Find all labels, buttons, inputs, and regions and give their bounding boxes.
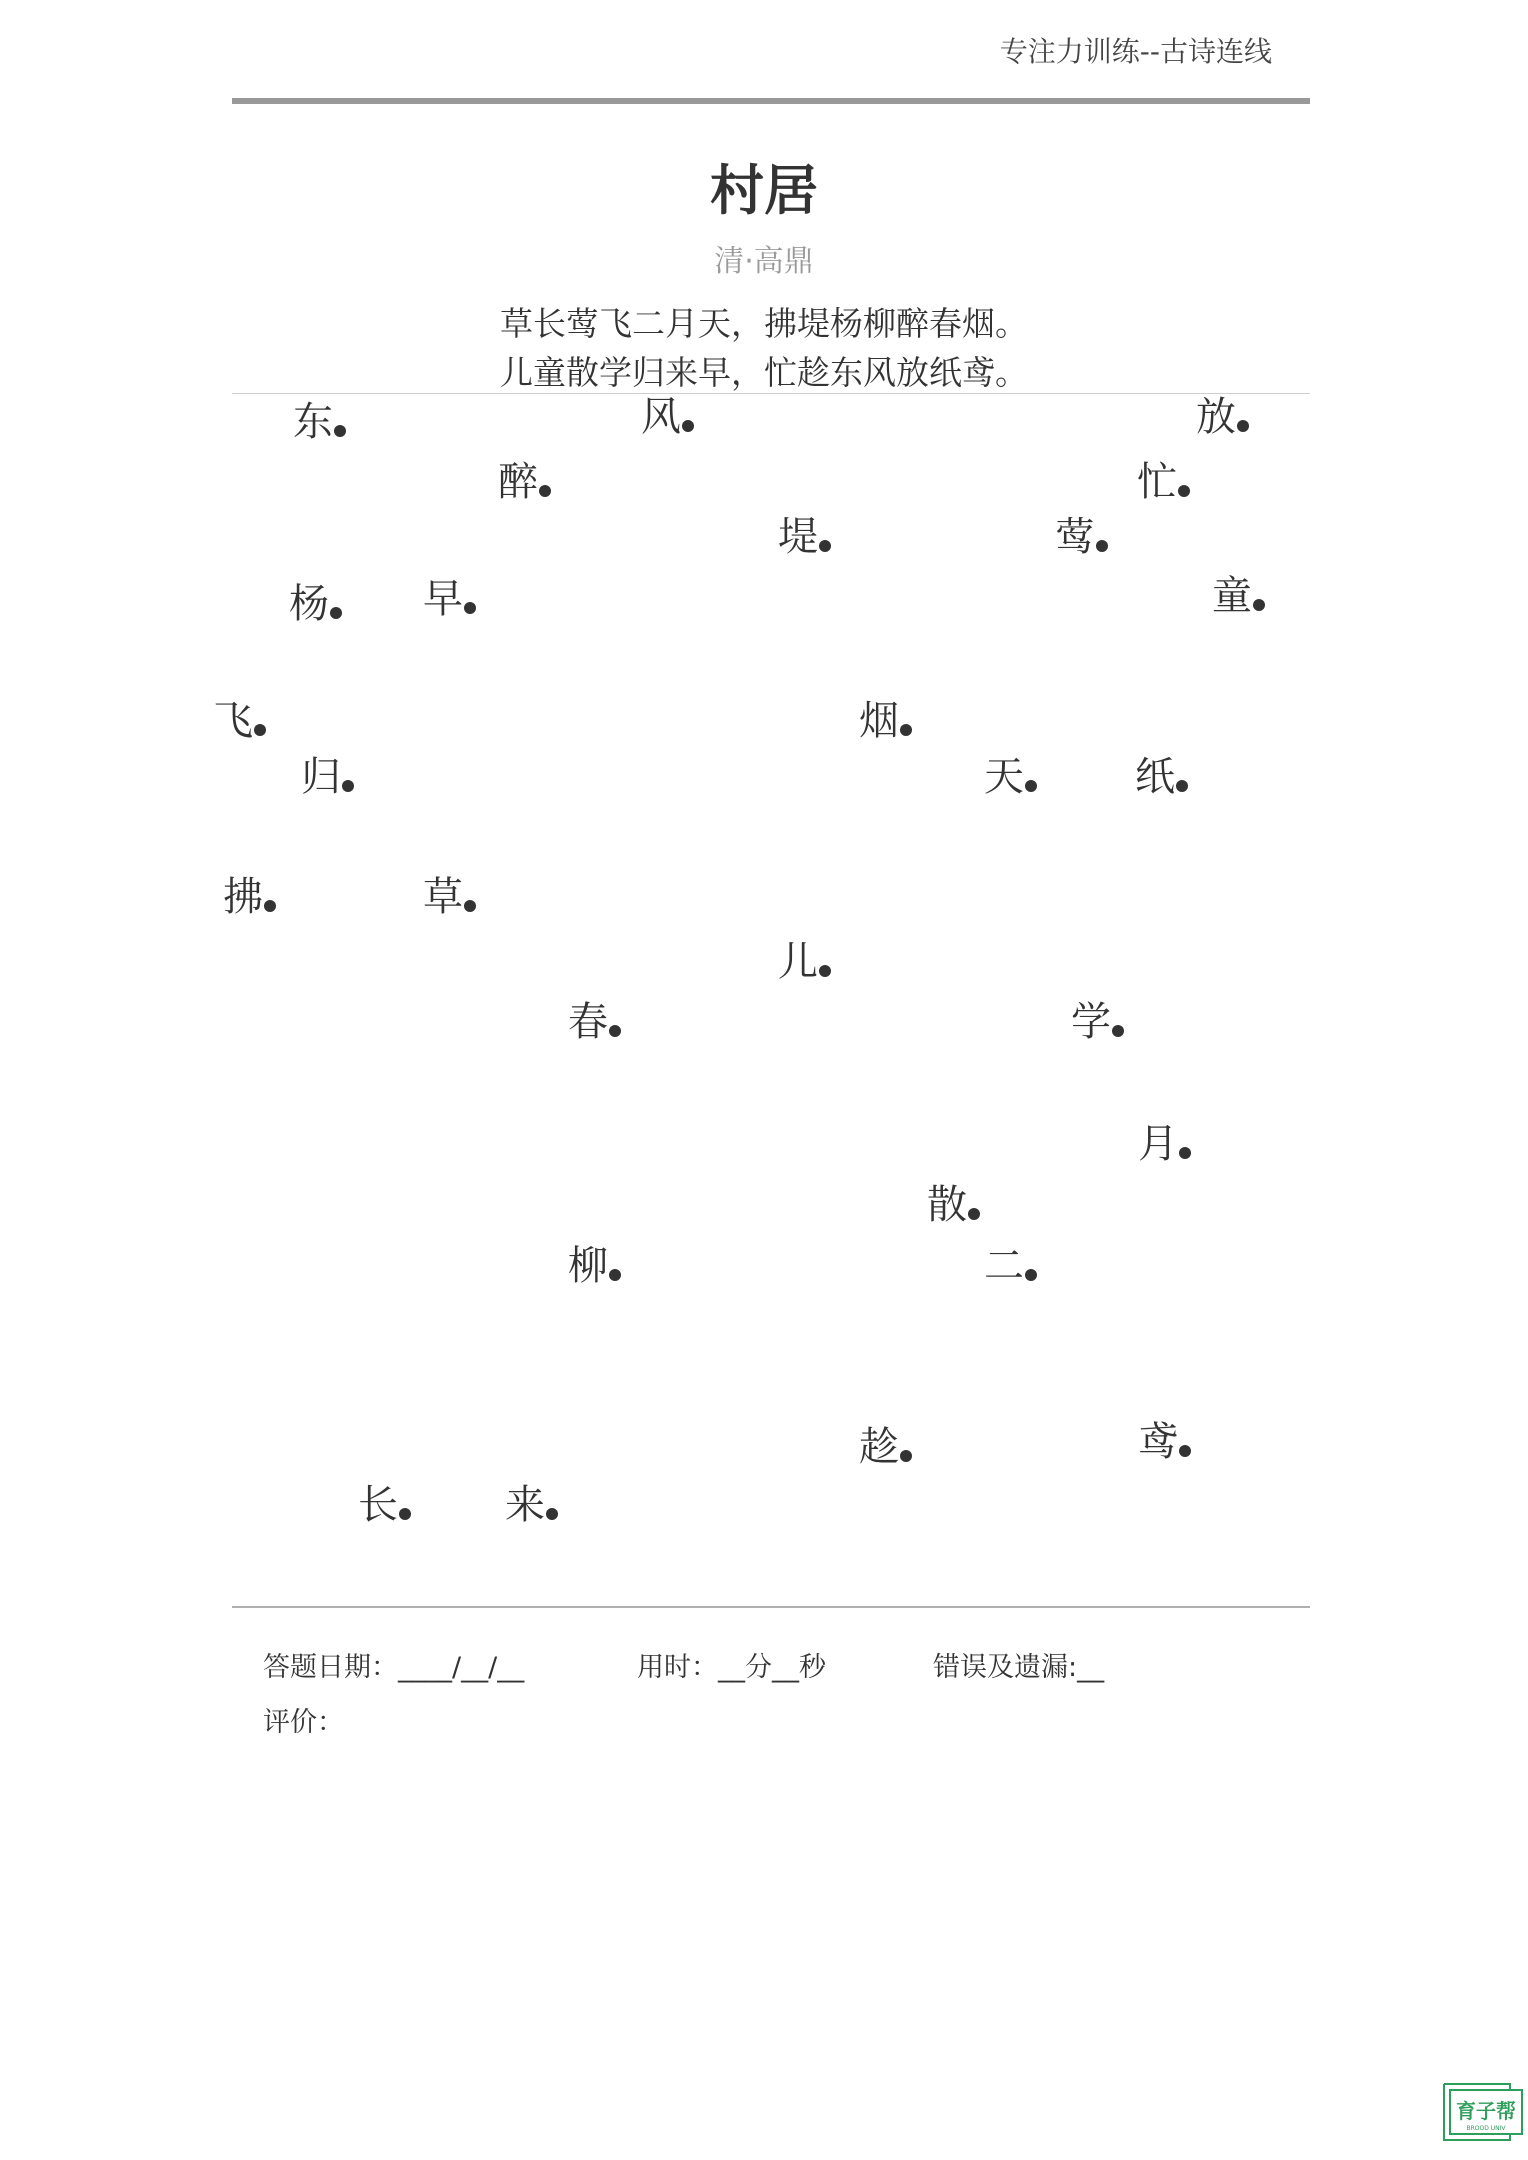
char-item[interactable] xyxy=(1137,458,1190,506)
char-item[interactable] xyxy=(859,697,912,745)
char-glyph: 趁 xyxy=(859,1424,899,1470)
connect-dot[interactable] xyxy=(609,1269,621,1281)
char-item[interactable] xyxy=(927,1181,980,1229)
char-glyph: 纸 xyxy=(1135,754,1175,800)
char-item[interactable] xyxy=(223,873,276,921)
char-item[interactable] xyxy=(568,1242,621,1290)
answer-date-field: 答题日期：____/__/__ xyxy=(263,1652,525,1683)
connect-dot[interactable] xyxy=(464,602,476,614)
char-glyph: 鸢 xyxy=(1138,1419,1178,1465)
char-glyph: 拂 xyxy=(223,874,263,920)
errors-field: 错误及遗漏:__ xyxy=(933,1652,1105,1683)
connect-dot[interactable] xyxy=(1096,540,1108,552)
time-used-field: 用时：__分__秒 xyxy=(637,1652,826,1683)
char-glyph: 学 xyxy=(1071,999,1111,1045)
char-item[interactable] xyxy=(423,575,476,623)
evaluation-field: 评价： xyxy=(263,1707,344,1738)
char-glyph: 童 xyxy=(1212,573,1252,619)
char-item[interactable] xyxy=(1071,998,1124,1046)
char-item[interactable] xyxy=(568,998,621,1046)
poem-line-2: 儿童散学归来早，忙趁东风放纸鸢。 xyxy=(500,353,1028,392)
char-glyph: 散 xyxy=(927,1182,967,1228)
char-item[interactable] xyxy=(984,1242,1037,1290)
poem-line-1: 草长莺飞二月天，拂堤杨柳醉春烟。 xyxy=(500,304,1028,343)
connect-dot[interactable] xyxy=(546,1508,558,1520)
brand-logo xyxy=(1440,2080,1524,2144)
char-glyph: 醉 xyxy=(498,459,538,505)
char-item[interactable] xyxy=(1212,572,1265,620)
connect-dot[interactable] xyxy=(342,780,354,792)
connect-dot[interactable] xyxy=(900,1450,912,1462)
connect-dot[interactable] xyxy=(900,724,912,736)
char-glyph: 二 xyxy=(984,1243,1024,1289)
char-item[interactable] xyxy=(859,1423,912,1471)
connect-dot[interactable] xyxy=(1253,599,1265,611)
connect-dot[interactable] xyxy=(1179,1445,1191,1457)
logo-text: 育子帮 xyxy=(1456,2099,1516,2123)
char-glyph: 儿 xyxy=(778,939,818,985)
char-item[interactable] xyxy=(1138,1120,1191,1168)
char-item[interactable] xyxy=(778,938,831,986)
connect-dot[interactable] xyxy=(330,607,342,619)
connect-dot[interactable] xyxy=(819,965,831,977)
char-glyph: 春 xyxy=(568,999,608,1045)
connect-dot[interactable] xyxy=(334,425,346,437)
char-glyph: 草 xyxy=(423,874,463,920)
char-item[interactable] xyxy=(423,873,476,921)
char-glyph: 杨 xyxy=(289,581,329,627)
char-item[interactable] xyxy=(778,513,831,561)
char-item[interactable] xyxy=(293,398,346,446)
connect-dot[interactable] xyxy=(264,900,276,912)
char-glyph: 莺 xyxy=(1055,514,1095,560)
char-glyph: 归 xyxy=(301,754,341,800)
connect-dot[interactable] xyxy=(1025,1269,1037,1281)
footer-divider xyxy=(232,1606,1310,1608)
connect-dot[interactable] xyxy=(682,420,694,432)
char-item[interactable] xyxy=(358,1481,411,1529)
char-item[interactable] xyxy=(1135,753,1188,801)
char-item[interactable] xyxy=(289,580,342,628)
connect-dot[interactable] xyxy=(1176,780,1188,792)
char-item[interactable] xyxy=(641,393,694,441)
connect-dot[interactable] xyxy=(464,900,476,912)
char-glyph: 柳 xyxy=(568,1243,608,1289)
top-divider xyxy=(232,98,1310,104)
char-glyph: 长 xyxy=(358,1482,398,1528)
connect-dot[interactable] xyxy=(1237,420,1249,432)
connect-dot[interactable] xyxy=(609,1025,621,1037)
char-glyph: 烟 xyxy=(859,698,899,744)
char-item[interactable] xyxy=(505,1481,558,1529)
connect-dot[interactable] xyxy=(399,1508,411,1520)
connect-dot[interactable] xyxy=(1178,485,1190,497)
connect-dot[interactable] xyxy=(819,540,831,552)
connect-dot[interactable] xyxy=(968,1208,980,1220)
char-glyph: 风 xyxy=(641,394,681,440)
connect-dot[interactable] xyxy=(254,724,266,736)
connect-dot[interactable] xyxy=(1112,1025,1124,1037)
logo-subtext: BROOD UNIV xyxy=(1466,2125,1506,2132)
char-item[interactable] xyxy=(213,697,266,745)
char-glyph: 月 xyxy=(1138,1121,1178,1167)
connect-dot[interactable] xyxy=(539,485,551,497)
poem-title: 村居 xyxy=(710,159,818,222)
char-item[interactable] xyxy=(1055,513,1108,561)
connect-dot[interactable] xyxy=(1025,780,1037,792)
char-item[interactable] xyxy=(498,458,551,506)
char-item[interactable] xyxy=(1196,393,1249,441)
char-glyph: 忙 xyxy=(1137,459,1177,505)
poem-divider xyxy=(232,393,1310,394)
char-glyph: 飞 xyxy=(213,698,253,744)
header-label: 专注力训练--古诗连线 xyxy=(999,35,1272,68)
char-glyph: 东 xyxy=(293,399,333,445)
char-item[interactable] xyxy=(984,753,1037,801)
char-glyph: 来 xyxy=(505,1482,545,1528)
char-glyph: 早 xyxy=(423,576,463,622)
char-item[interactable] xyxy=(301,753,354,801)
char-glyph: 堤 xyxy=(778,514,818,560)
char-glyph: 放 xyxy=(1196,394,1236,440)
poem-author: 清·高鼎 xyxy=(714,244,814,279)
char-glyph: 天 xyxy=(984,754,1024,800)
connect-dot[interactable] xyxy=(1179,1147,1191,1159)
char-item[interactable] xyxy=(1138,1418,1191,1466)
